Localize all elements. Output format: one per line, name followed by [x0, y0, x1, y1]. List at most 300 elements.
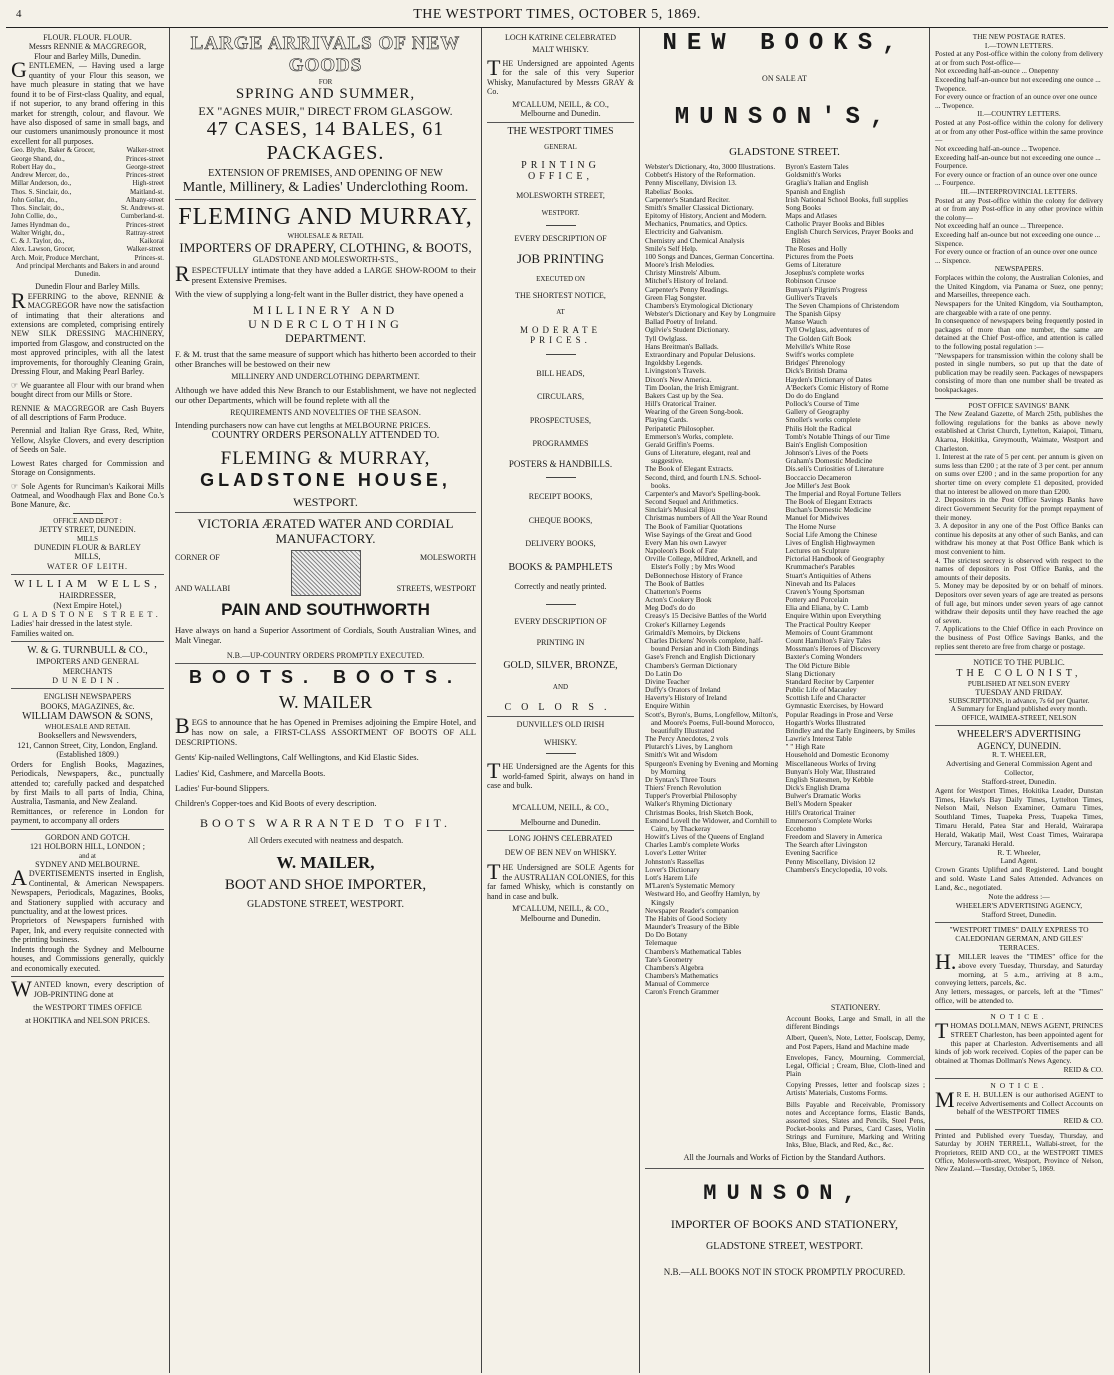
signatory-place: Albany-street — [125, 195, 164, 204]
ad-heading: WILLIAM WELLS, — [14, 578, 161, 591]
list-item: Guns of Literature, elegant, real and suggestive. — [645, 448, 751, 466]
ad-body: Ladies' Fur-bound Slippers. — [175, 782, 270, 793]
list-item: Every Man his own Lawyer — [645, 537, 727, 547]
list-item: Croker's Killarney Legends — [645, 619, 726, 629]
list-item: Christmas numbers of All the Year Round — [645, 513, 768, 523]
list-item: Pictorial Handbook of Geography — [785, 554, 885, 564]
ad-line: N.B.—UP-COUNTRY ORDERS PROMPTLY EXECUTED. — [226, 650, 425, 660]
list-item: Emmerson's Complete Works — [785, 815, 873, 825]
list-item: Charles Dickens' Novels complete, half-bound Persian and in Cloth Bindings — [645, 636, 763, 654]
flour-advertisement — [11, 30, 164, 575]
ad-body: Indents through the Sydney and Melbourne houses, and Commissions generally, quickly and economically executed. — [11, 944, 164, 973]
ad-body: Ladies' Kid, Cashmere, and Marcella Boots. — [175, 767, 326, 778]
list-item: RECEIPT BOOKS, — [528, 492, 593, 502]
ad-line: MOLESWORTH STREET, — [516, 191, 605, 201]
list-item: Thiers' French Revolution — [645, 783, 722, 793]
list-item: Public Life of Macauley — [785, 685, 857, 695]
ad-body: F. & M. trust that the same measure of support which has hitherto been accorded to their other Branches will be bestowed on their new — [175, 349, 476, 370]
signatory-name: Arch. Moir, Produce Merchant, — [11, 253, 99, 262]
list-item: Spurgeon's Evening by Evening and Morning by Morning — [645, 758, 779, 776]
column-1 — [6, 28, 170, 1373]
ad-line: M'CALLUM, NEILL, & CO., — [512, 904, 609, 914]
ad-line: Dunedin Flour and Barley Mills. — [35, 282, 140, 292]
ad-body: With the view of supplying a long-felt want in the Buller district, they have opened a — [175, 288, 464, 299]
ad-heading: THE WESTPORT TIMES — [507, 125, 614, 137]
ad-heading: DUNVILLE'S OLD IRISH — [516, 720, 605, 730]
ad-line: All Orders executed with neatness and despatch. — [247, 835, 404, 845]
list-item: Hill's Oratorical Trainer — [785, 807, 856, 817]
signatory-name: Thos. Sinclair, do., — [11, 204, 64, 212]
ad-line: WATER OF LEITH. — [47, 561, 128, 571]
ad-line: EXTENSION OF PREMISES, AND OPENING OF NEW — [208, 168, 443, 180]
list-item: Smith's Smaller Classical Dictionary. — [645, 202, 754, 212]
signatory-row — [11, 212, 164, 220]
ad-heading: ENGLISH NEWSPAPERS — [43, 692, 132, 702]
list-item: The Roses and Holly — [785, 243, 847, 253]
print-items-list-2 — [487, 492, 634, 548]
ad-body: Forplaces within the colony, the Australian Colonies, and the United Kingdom, via Panama or Suez, one penny; and Marseilles, threepence each. — [935, 273, 1103, 300]
ad-heading: THE COLONIST, — [956, 667, 1082, 679]
ad-body: Lowest Rates charged for Commission and Storage on Consignments. — [11, 458, 164, 478]
ad-body: THE Undersigned are appointed Agents for the sale of this very Superior Whisky, Manufactured by Messrs GRAY & Co. — [487, 54, 634, 97]
list-item: Dick's English Drama — [785, 783, 850, 793]
ad-line: 121 HOLBORN HILL, LONDON ; — [30, 842, 145, 852]
ad-heading: MANUFACTORY. — [275, 531, 376, 547]
list-item: Buchan's Domestic Medicine — [785, 505, 872, 515]
list-item: Meg Dod's do do — [645, 603, 696, 613]
ad-heading: BOOT AND SHOE IMPORTER, — [224, 877, 427, 894]
list-item: Second, third, and fourth I.N.S. School-books. — [645, 472, 762, 490]
list-item: Epitomy of History, Ancient and Modern. — [645, 211, 767, 221]
fleming-murray-advertisement — [175, 200, 476, 512]
ad-body: GENTLEMEN, — Having used a large quantity of your Flour this season, we have much pleasure in stating that we have found it to be of First-class Quality, and equal, if not superior, to any brand offering in this market for strength, colour, and flavour. We have also disposed of same in small bags, and our customers unanimously pronounce it most excellent for all purposes. — [11, 57, 164, 146]
list-item: Christy Minstrels' Album. — [645, 268, 721, 278]
ad-body: 3. A depositor in any one of the Post Office Banks can continue his deposits at any other of such Banks, and can withdraw his money at that Post Office Bank which is most convenient to him. — [935, 521, 1103, 556]
signatory-name: Geo. Blythe, Baker & Grocer, — [11, 146, 95, 155]
list-item: Catholic Prayer Books and Bibles — [785, 219, 885, 229]
list-item: Cobbett's History of the Reformation. — [645, 170, 756, 180]
ad-heading: FLEMING AND MURRAY, — [178, 204, 473, 231]
list-item: Carpenter's and Mavor's Spelling-book. — [645, 488, 761, 498]
list-item: Esmond Lovell the Widower, and Cornhill to Cairo, by Thackeray — [645, 815, 777, 833]
ad-line: OFFICE, WAIMEA-STREET, NELSON — [961, 713, 1077, 722]
ad-body: Orders for English Books, Magazines, Periodicals, Newspapers, &c., punctually attended to; carefully packed and despatched by first Mails to all parts of India, China, Australia, Tasmania, and New Zealand. — [11, 759, 164, 807]
ad-line: WESTPORT. — [541, 208, 580, 217]
ad-line: DUNEDIN FLOUR & BARLEY — [34, 542, 141, 552]
signatory-row — [11, 237, 164, 245]
ad-heading: FLOUR. FLOUR. FLOUR. — [43, 33, 132, 42]
list-item: Mitchel's History of Ireland. — [645, 276, 728, 286]
ad-body: RESPECTFULLY intimate that they have added a LARGE SHOW-ROOM to their present Extensive Premises. — [175, 260, 476, 286]
list-item: Webster's Dictionary and Key by Longmuire — [645, 309, 776, 319]
ad-line: OFFICE AND DEPOT : — [53, 516, 122, 525]
ad-line: BOOKS, MAGAZINES, &c. — [40, 701, 135, 711]
list-item: Manuel for Midwives — [785, 513, 850, 523]
list-item: Count Hamilton's Fairy Tales — [785, 636, 872, 645]
signatory-place: Rattray-street — [125, 228, 164, 237]
signatory-place: Princes-street — [125, 171, 164, 179]
list-item: Bulwer's Dramatic Works — [785, 791, 861, 801]
list-item: Scott's, Byron's, Burns, Longfellow, Milton's, and Moore's Poems, Full-bound Morocco, beautifully Illustrated — [645, 709, 778, 735]
ad-line: POSTERS & HANDBILLS. — [508, 458, 613, 469]
list-item: Hans Breitman's Ballads. — [645, 341, 719, 351]
list-item: Carpenter's Standard Reciter. — [645, 194, 730, 204]
stationery-list — [786, 1015, 925, 1150]
ad-line: IMPORTERS AND GENERAL — [36, 657, 139, 667]
ad-body: H.MILLER leaves the "TIMES" office for the above every Tuesday, Thursday, and Saturday morning, at 5 a.m., arriving at 8 a.m., conveying letters, parcels, &c. — [935, 948, 1103, 988]
section-heading: STATIONERY. — [830, 1002, 881, 1012]
list-item: Robinson Crusoe — [785, 276, 836, 286]
ad-heading: MUNSON, — [703, 1181, 866, 1207]
signatory-name: Alex. Lawson, Grocer, — [11, 245, 75, 254]
ad-line: I.—TOWN LETTERS. — [984, 40, 1054, 50]
list-item: Webster's Dictionary, 4to, 3000 Illustrations. — [645, 162, 776, 172]
list-item: Orville College, Mildred, Arknell, and Elster's Folly ; by Mrs Wood — [645, 554, 758, 572]
list-item: Chambers's Etymological Dictionary — [645, 300, 753, 310]
ad-line: (Next Empire Hotel,) — [53, 600, 122, 610]
new-goods-advertisement — [175, 30, 476, 200]
ad-line: Booksellers and Newsvenders, — [38, 731, 137, 741]
list-item: Krummacher's Parables — [785, 562, 855, 572]
list-item: Playing Cards. — [645, 415, 688, 425]
list-item: Livingston's Travels. — [645, 366, 706, 376]
list-item: The Book of Elegant Extracts. — [645, 464, 734, 474]
turnbull-advertisement — [11, 642, 164, 689]
list-item: CIRCULARS, — [537, 392, 584, 402]
ad-line: SYDNEY AND MELBOURNE. — [35, 859, 140, 869]
signatory-name: John Collie, do., — [11, 212, 58, 221]
rate-line: For every ounce or fraction of an ounce over one ounce ... Fourpence. — [935, 169, 1098, 188]
list-item: Tyll Owlglass, adventures of — [785, 325, 870, 335]
ad-line: MILLS — [77, 534, 98, 543]
list-item: Bunyan's Holy War, Illustrated — [785, 766, 876, 776]
list-item: Creasy's 15 Decisive Battles of the World — [645, 611, 767, 621]
ad-body: THE Undersigned are SOLE Agents for the AUSTRALIAN COLONIES, for this far famed Whisky, which is constantly on hand in case and bulk. — [487, 859, 634, 901]
ad-line: SUBSCRIPTIONS, in advance, 7s 6d per Quarter. — [948, 697, 1090, 706]
signatory-row — [11, 163, 164, 171]
rate-line: For every ounce or fraction of an ounce over one ounce ... Twopence. — [935, 92, 1098, 110]
list-item: Charles Lamb's complete Works — [645, 840, 740, 850]
ad-heading: JOB PRINTING — [516, 251, 605, 267]
list-item: Chatterton's Poems — [645, 586, 702, 596]
list-item: Dis.seli's Curiosities of Literature — [785, 464, 884, 474]
ad-heading: GLADSTONE HOUSE, — [200, 470, 451, 491]
ad-line: Stafford Street, Dunedin. — [981, 909, 1057, 919]
list-item: Craven's Young Sportsman — [785, 586, 865, 596]
ad-line: CORNER OF — [175, 553, 220, 563]
list-item: Green Flag Songster. — [645, 292, 707, 302]
wells-advertisement — [11, 575, 164, 642]
ad-line: MODERATE PRICES. — [520, 324, 601, 346]
column-2 — [170, 28, 482, 1373]
ad-line: FOR — [318, 77, 333, 86]
list-item: Lives of English Highwaymen — [785, 537, 875, 547]
ad-line: EVERY DESCRIPTION OF — [514, 233, 607, 243]
signatory-name: C. & J. Taylor, do., — [11, 237, 65, 245]
ad-line: ON SALE AT — [762, 74, 807, 84]
signatory-row — [11, 171, 164, 179]
column-4 — [640, 28, 930, 1373]
ad-line: Melbourne and Dunedin. — [520, 109, 601, 119]
ad-line: II.—COUNTRY LETTERS. — [977, 109, 1061, 119]
ad-line: EXECUTED ON — [536, 274, 585, 283]
list-item: Dr Syntax's Three Tours — [645, 774, 716, 784]
list-item: Miscellaneous Works of Irving — [785, 758, 876, 768]
boots-advertisement — [175, 664, 476, 914]
list-item: Acton's Cookery Book — [645, 595, 712, 605]
ad-line: PRINTING OFFICE, — [521, 159, 600, 183]
list-item: Extraordinary and Popular Delusions. — [645, 349, 756, 359]
postage-rates — [935, 30, 1103, 399]
list-item: Hill's Oratorical Trainer. — [645, 399, 717, 409]
ad-body: WANTED known, every description of JOB-PRINTING done at — [11, 976, 164, 1002]
ad-line: And principal Merchants and Bakers in and around Dunedin. — [15, 261, 160, 278]
rate-line: Exceeding half-an-ounce but not exceeding one ounce ... Fourpence. — [935, 152, 1101, 171]
ad-line: PUBLISHED AT NELSON EVERY — [967, 679, 1071, 688]
list-item: Caron's French Grammer — [645, 987, 719, 997]
ad-line: Stafford-street, Dunedin. — [981, 776, 1057, 786]
ad-line: SPRING AND SUMMER, — [235, 86, 416, 103]
ad-body: REFERRING to the above, RENNIE & MACGREGOR have now the satisfaction of intimating that their alterations and extensions are completed, comprising entirely NEW SILK DRESSING MACHINERY, imported from Glasgow, and constructed on the most approved principles, with all the latest improvements, for thoroughly Cleaning Grain, Dressing Flour, and Making Pearl Barley. — [11, 287, 164, 377]
ad-body: MR E. H. BULLEN is our authorised AGENT to receive Advertisements and Collect Accounts on behalf of the WESTPORT TIMES — [935, 1086, 1103, 1117]
ad-body: BEGS to announce that he has Opened in Premises adjoining the Empire Hotel, and has now on sale, a FIRST-CLASS ASSORTMENT OF BOOTS OF ALL DESCRIPTIONS. — [175, 713, 476, 748]
ad-body: Families waited on. — [11, 628, 74, 638]
signatory-place: Walker-street — [126, 245, 164, 254]
ad-body: THOMAS DOLLMAN, NEWS AGENT, PRINCES STREET Charleston, has been appointed agent for this paper at Charleston. Advertisements and all kinds of job work received. Copies of the paper can be obtained at Thomas Dollman's News Agency. — [935, 1017, 1103, 1066]
list-item: The Book of Battles — [645, 578, 704, 588]
list-item: Rabelias' Books. — [645, 186, 694, 196]
list-item: Pottery and Porcelain — [785, 595, 849, 605]
ad-heading: FLEMING & MURRAY, — [220, 448, 431, 469]
ad-body: Agent for Westport Times, Hokitika Leader, Dunstan Times, Hawke's Bay Daily Times, Lyttelton Times, Nelson Mail, Nelson Examiner, Oamaru Times, Southland Times, Tuapeka Press, Tuapeka Times, Timaru Herald, Patea Star and Herald, Wairarapa Herald, Wakatip Mail, West Coast Times, Wairarapa Mercury, Taranaki Herald. — [935, 785, 1103, 848]
column-3 — [482, 28, 640, 1373]
section-heading: NOTICE. — [990, 1011, 1048, 1021]
list-item: Gems of Literature — [785, 260, 842, 270]
ad-line: Correctly and neatly printed. — [514, 582, 607, 592]
list-item: Tyll Owlglass. — [645, 333, 688, 343]
ad-heading: NEW BOOKS, — [662, 30, 907, 57]
ad-line: IMPORTERS OF DRAPERY, CLOTHING, & BOOTS, — [179, 239, 472, 255]
bullen-notice — [935, 1079, 1103, 1130]
ad-body: 1. Interest at the rate of 5 per cent. per annum is given on sums less than £200 ; at the rate of 3 per cent. per annum on sums over £200 ; and in the same proportion for any shorter time on every complete £1 deposited, provided that no interest be allowed on more than £200. — [935, 452, 1103, 496]
rate-line: Not exceeding half-an-ounce ... Twopence. — [935, 143, 1061, 153]
list-item: Song Books — [785, 202, 821, 212]
list-item: PROSPECTUSES, — [529, 415, 592, 425]
page-number: 4 — [16, 8, 22, 20]
ad-heading: WILLIAM DAWSON & SONS, — [22, 711, 153, 723]
ad-line: MILLS, — [74, 552, 101, 562]
ad-heading: W. & G. TURNBULL & CO., — [27, 645, 148, 657]
list-item: The Book of Familiar Quotations — [645, 521, 743, 531]
list-item: The Golden Gift Book — [785, 333, 852, 343]
rate-line: Exceeding half an-ounce but not exceeding one ounce ... Sixpence. — [935, 230, 1101, 248]
list-item: Walker's Rhyming Dictionary — [645, 799, 733, 809]
books-list-right — [786, 163, 925, 997]
list-item: Maunder's Treasury of the Bible — [645, 922, 740, 932]
ad-line: (Established 1809.) — [56, 750, 119, 760]
list-item: Standard Reciter by Carpenter — [785, 676, 875, 686]
list-item: BILL HEADS, — [536, 368, 585, 378]
list-item: The Seven Champions of Christendom — [785, 300, 899, 310]
list-item: Graham's Domestic Medicine — [785, 456, 873, 466]
print-items-list — [487, 369, 634, 449]
ad-line: COLORS. — [504, 701, 617, 713]
list-item: Philis Holt the Radical — [785, 423, 852, 433]
list-item: Lawrie's Interest Table — [785, 734, 852, 744]
list-item: Bain's English Composition — [785, 439, 868, 449]
ad-line: at HOKITIKA and NELSON PRICES. — [25, 1016, 150, 1026]
ad-line: WHOLESALE AND RETAIL — [44, 723, 131, 732]
list-item: The Habits of Good Society — [645, 913, 727, 923]
ad-line: GLADSTONE STREET. — [13, 609, 162, 619]
ad-line: AND WALLABI — [175, 584, 231, 594]
ad-body: RENNIE & MACGREGOR are Cash Buyers of all descriptions of Farm Produce. — [11, 403, 164, 422]
express-advertisement — [935, 923, 1103, 1010]
list-item: Irish National School Books, full supplies — [785, 194, 908, 204]
newspaper-title: THE WESTPORT TIMES, OCTOBER 5, 1869. — [413, 7, 701, 23]
list-item: The Imperial and Royal Fortune Tellers — [785, 488, 901, 498]
ad-line: MILLINERY AND UNDERCLOTHING DEPARTMENT. — [231, 372, 420, 382]
signatory-place: High-street — [132, 179, 164, 188]
ad-line: R. T. Wheeler, — [997, 847, 1041, 857]
list-item: DELIVERY BOOKS, — [525, 538, 596, 548]
list-item: Moore's Irish Melodies. — [645, 260, 715, 270]
ad-line: NEWSPAPERS. — [994, 264, 1044, 274]
masthead — [6, 4, 1108, 28]
ad-line: 121, Cannon Street, City, London, England. — [17, 740, 158, 750]
list-item: Westward Ho, and Geoffry Hamlyn, by Kingsly — [645, 889, 760, 907]
ad-heading: LARGE ARRIVALS OF NEW GOODS — [190, 33, 461, 77]
list-item: Elia and Eliana, by C. Lamb — [785, 603, 869, 613]
ad-line: REID & CO. — [1063, 1116, 1103, 1126]
signatory-place: Cumberland-st. — [120, 212, 164, 221]
ad-body: ☞ We guarantee all Flour with our brand when bought direct from our Mills or Store. — [11, 380, 164, 400]
list-item: Freedom and Slavery in America — [785, 832, 882, 842]
section-heading: THE NEW POSTAGE RATES. — [972, 32, 1066, 41]
list-item: Newspaper Reader's companion — [645, 905, 739, 915]
list-item: PROGRAMMES — [532, 439, 589, 449]
list-item: The Old Picture Bible — [785, 660, 850, 670]
list-item: Ogilvie's Student Dictionary. — [645, 325, 730, 335]
ad-line: REID & CO. — [1063, 1065, 1103, 1075]
list-item: Duffy's Orators of Ireland — [645, 685, 721, 695]
signatory-place: Maitland-st. — [129, 187, 164, 196]
list-item: Penny Miscellany, Division 12 — [785, 856, 876, 866]
list-item: Household and Domestic Economy — [785, 750, 890, 760]
ad-line: WHOLESALE & RETAIL — [287, 231, 364, 240]
signatory-place: Princes-street — [125, 154, 164, 163]
ad-body: The New Zealand Gazette, of March 25th, publishes the following regulations for the banks as above newly established at Christ Church, Lyttelton, Kaiapoi, Timaru, Akaroa, Hokitika, Greymouth, Waimate, Westport and Charleston. — [935, 409, 1103, 453]
books-list-left — [645, 163, 780, 997]
ad-line: GLADSTONE STREET, WESTPORT. — [706, 1241, 863, 1253]
ad-line: EX "AGNES MUIR," DIRECT FROM GLASGOW. — [198, 103, 453, 118]
list-item: Tate's Geometry — [645, 954, 693, 964]
section-heading: NOTICE. — [990, 1080, 1048, 1090]
list-item: Grimaldi's Memoirs, by Dickens — [645, 627, 741, 637]
signatory-name: Walter Wright, do., — [11, 228, 65, 237]
ad-line: GLADSTONE STREET, WESTPORT. — [247, 898, 404, 910]
signatory-row — [11, 155, 164, 163]
list-item: Albert, Queen's, Note, Letter, Foolscap, Demy, and Post Papers, Hand and Machine made — [786, 1033, 925, 1051]
printer-imprint: Printed and Published every Tuesday, Thursday, and Saturday by JOHN TERRELL, Wallabi-street, for the Proprietors, REID AND CO., at the WESTPORT TIMES Office, Molesworth-street, Westport, Province of Nelson, New Zealand.—Tuesday, October 5, 1869. — [935, 1132, 1103, 1174]
signatory-name: John Gollar, do., — [11, 195, 58, 204]
ad-line: REQUIREMENTS AND NOVELTIES OF THE SEASON. — [230, 407, 421, 417]
list-item: Ninevah and Its Palaces — [785, 578, 856, 588]
ad-body: Remittances, or reference in London for payment, to accompany all orders — [11, 806, 164, 826]
list-item: Scottish Life and Character — [785, 693, 866, 703]
ad-body: Proprietors of Newspapers furnished with Paper, Ink, and every requisite connected with the printing business. — [11, 916, 164, 945]
list-item: Gulliver's Travels — [785, 292, 838, 302]
savings-bank — [935, 399, 1103, 656]
list-item: " " High Rate — [785, 742, 825, 752]
signatory-name: George Shand, do., — [11, 154, 65, 163]
list-item: Haverty's History of Ireland — [645, 693, 727, 703]
list-item: Hayden's Dictionary of Dates — [785, 374, 872, 384]
list-item: Electricity and Galvanism. — [645, 227, 724, 237]
list-item: Wise Sayings of the Great and Good — [645, 529, 752, 539]
ad-line: Advertising and General Commission Agent and Collector, — [945, 759, 1093, 778]
ad-heading: LOCH KATRINE CELEBRATED — [504, 33, 617, 42]
ad-line: R. T. WHEELER, — [992, 750, 1046, 760]
list-item: Bridges' Phrenology — [785, 358, 845, 368]
ad-line: Note the address :— — [988, 891, 1050, 901]
ad-body: Posted at any Post-office within the colony for delivery at or from any Post-office in any other province within the colony— — [935, 195, 1103, 222]
ad-heading: LONG JOHN'S CELEBRATED — [508, 834, 613, 844]
ad-line: EVERY DESCRIPTION OF — [514, 616, 607, 626]
ad-line: MILLINERY AND UNDERCLOTHING — [248, 302, 403, 331]
dollman-notice — [935, 1010, 1103, 1079]
ad-body: Have always on hand a Superior Assortment of Cordials, South Australian Wines, and Malt Vinegar. — [175, 624, 476, 645]
section-heading: POST OFFICE SAVINGS' BANK — [968, 400, 1070, 410]
list-item: Copying Presses, letter and foolscap sizes ; Artists' Materials, Customs Forms. — [786, 1080, 925, 1098]
list-item: Ingoldsby Legends. — [645, 358, 703, 368]
signatory-place: Kaikorai — [139, 237, 164, 245]
ad-body: 7. Applications to the Chief Office in each Province on the business of Post Office Savings Banks, and the replies sent thereto are free from charge or postage. — [935, 624, 1103, 651]
ad-body: Newspapers for the United Kingdom, via Southampton, are chargeable with a rate of one penny. — [935, 298, 1103, 317]
list-item: Slang Dictionary — [785, 668, 836, 678]
ad-line: STREETS, WESTPORT — [396, 584, 476, 594]
list-item: Carpenter's Penny Readings. — [645, 284, 729, 294]
ad-line: Messrs RENNIE & MACGREGOR, — [28, 42, 147, 52]
list-item: Emmerson's Works, complete. — [645, 431, 734, 441]
list-item: Stuart's Antiquities of Athens — [785, 570, 871, 580]
list-item: Pollock's Course of Time — [785, 399, 860, 409]
ad-line: III.—INTERPROVINCIAL LETTERS. — [960, 186, 1078, 196]
list-item: Telemaque — [645, 938, 677, 948]
list-item: M'Laren's Systematic Memory — [645, 881, 735, 891]
list-item: Gallery of Geography — [785, 407, 850, 417]
list-item: Tim Doolan, the Irish Emigrant. — [645, 382, 739, 392]
list-item: 100 Songs and Dances, German Concertina. — [645, 251, 775, 261]
list-item: Gerald Griffin's Poems. — [645, 439, 715, 449]
ad-line: TUESDAY AND FRIDAY. — [975, 687, 1063, 697]
list-item: Melville's White Rose — [785, 341, 851, 351]
list-item: Mechanics, Pnumatics, and Optics. — [645, 219, 748, 229]
ad-body: Intending purchasers now can have cut lengths at MELBOURNE PRICES. — [175, 420, 431, 431]
list-item: Chambers's Algebra — [645, 962, 704, 972]
list-item: The Book of Elegant Extracts — [785, 497, 873, 507]
list-item: Social Life Among the Chinese — [785, 529, 878, 539]
ad-line: THE SHORTEST NOTICE, — [515, 290, 606, 300]
list-item: Brindley and the Early Engineers, by Smiles — [785, 725, 916, 735]
list-item: Chambers's Mathematical Tables — [645, 946, 742, 956]
ad-line: MALT WHISKY. — [532, 45, 589, 55]
list-item: Pictures from the Poets — [785, 251, 854, 261]
ad-line: M'CALLUM, NEILL, & CO., — [512, 99, 609, 109]
ad-line: AND — [552, 683, 569, 692]
ad-body: Posted at any Post-office within the colony from delivery at or from such Post-office— — [935, 49, 1103, 67]
list-item: Eccehomo — [785, 823, 817, 833]
